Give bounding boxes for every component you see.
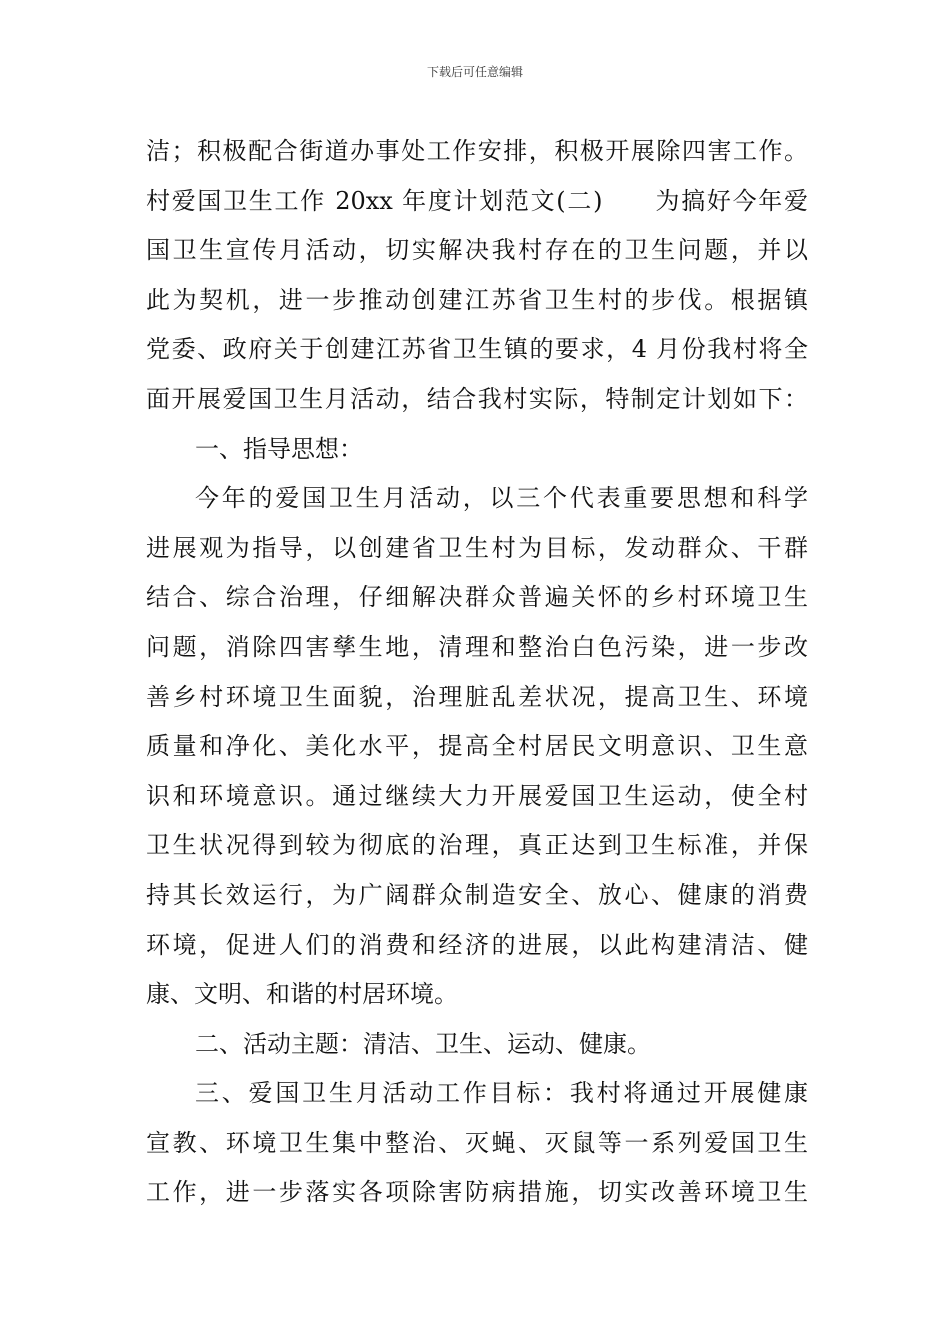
- text-line: 康、文明、和谐的村居环境。: [146, 980, 458, 1009]
- text-line: 结合、综合治理，仔细解决群众普遍关怀的乡村环境卫生: [146, 583, 808, 612]
- text-line: 宣教、环境卫生集中整治、灭蝇、灭鼠等一系列爱国卫生: [146, 1128, 808, 1157]
- text-line: 质量和净化、美化水平，提高全村居民文明意识、卫生意: [146, 732, 808, 761]
- text-line: 卫生状况得到较为彻底的治理，真正达到卫生标准，并保: [146, 831, 808, 860]
- text-line: 国卫生宣传月活动，切实解决我村存在的卫生问题，并以: [146, 236, 808, 265]
- text-line: 工作，进一步落实各项除害防病措施，切实改善环境卫生: [146, 1178, 808, 1207]
- text-line: 持其长效运行，为广阔群众制造安全、放心、健康的消费: [146, 880, 808, 909]
- text-line: 环境，促进人们的消费和经济的进展，以此构建清洁、健: [146, 930, 808, 959]
- text-line: 善乡村环境卫生面貌，治理脏乱差状况，提高卫生、环境: [146, 682, 808, 711]
- text-line: 此为契机，进一步推动创建江苏省卫生村的步伐。根据镇: [146, 285, 808, 314]
- document-body: [146, 127, 808, 1218]
- text-line: 三、爱国卫生月活动工作目标：我村将通过开展健康: [195, 1079, 808, 1108]
- text-line: 今年的爱国卫生月活动，以三个代表重要思想和科学: [195, 484, 808, 513]
- text-line: 党委、政府关于创建江苏省卫生镇的要求，4 月份我村将全: [146, 335, 808, 364]
- text-line: 识和环境意识。通过继续大力开展爱国卫生运动，使全村: [146, 781, 808, 810]
- text-line: 洁；积极配合街道办事处工作安排，积极开展除四害工作。: [146, 137, 808, 165]
- text-line: 面开展爱国卫生月活动，结合我村实际，特制定计划如下：: [146, 384, 808, 413]
- text-line: 村爱国卫生工作 20xx 年度计划范文(二) 为搞好今年爱: [146, 186, 808, 215]
- text-line: 二、活动主题：清洁、卫生、运动、健康。: [195, 1029, 651, 1058]
- text-line: 进展观为指导，以创建省卫生村为目标，发动群众、干群: [146, 533, 808, 562]
- text-line: 问题，消除四害孳生地，清理和整治白色污染，进一步改: [146, 632, 808, 661]
- text-line: 一、指导思想：: [195, 434, 363, 463]
- page-header: 下载后可任意编辑: [426, 65, 523, 79]
